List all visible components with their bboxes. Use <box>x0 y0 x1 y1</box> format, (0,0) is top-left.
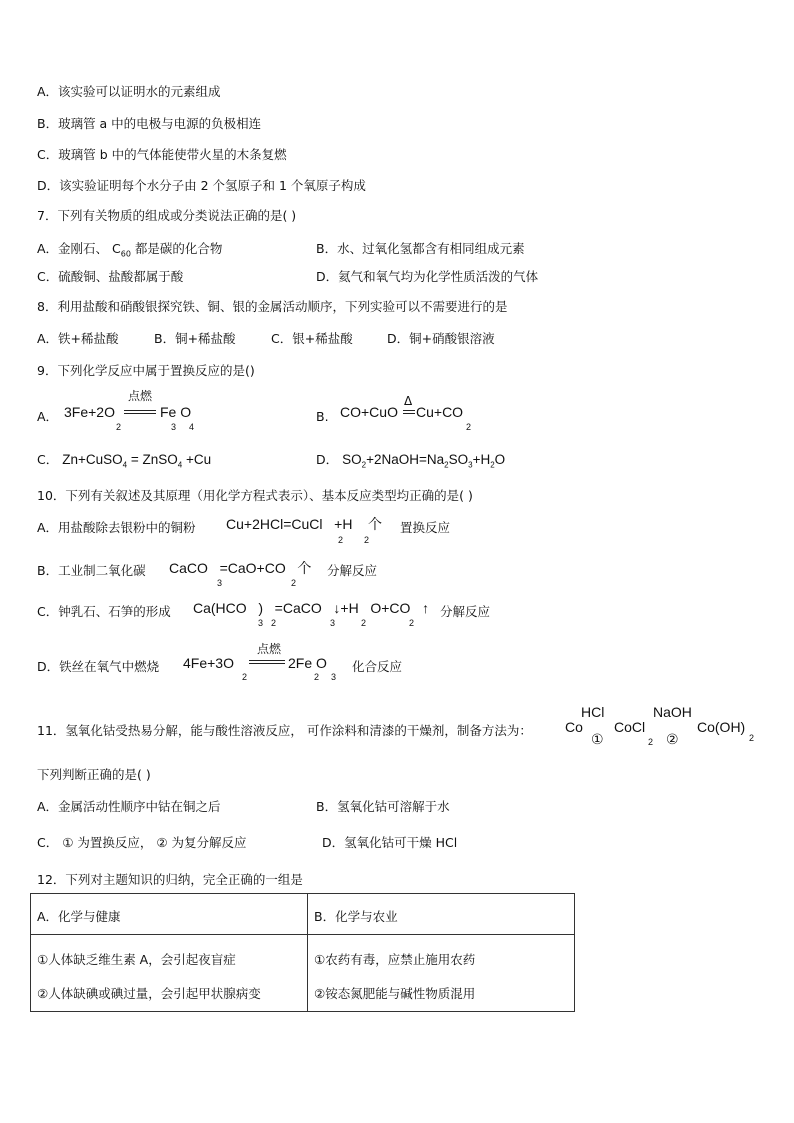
q7-stem: 7．下列有关物质的组成或分类说法正确的是( ) <box>37 208 297 223</box>
q9-d-eq1: SO <box>342 452 362 467</box>
q10-b-label: B．工业制二氧化碳 <box>37 563 146 578</box>
q9-d-sub1: 2 <box>361 460 367 470</box>
q7-option-c: C．硫酸铜、盐酸都属于酸 <box>37 269 184 284</box>
q7-option-b: B．水、过氧化氢都含有相同组成元素 <box>316 241 525 256</box>
q8-option-d: D．铜+硝酸银溶液 <box>387 331 495 346</box>
q9-d-eq5: O <box>494 452 506 467</box>
q7-option-d: D．氦气和氧气均为化学性质活泼的气体 <box>316 269 539 284</box>
q9-d-label: D． <box>316 452 339 467</box>
q9-a-label: A． <box>37 409 59 424</box>
table-cell <box>308 935 575 1012</box>
q10-d-left: 4Fe+3O <box>183 655 234 671</box>
q12-a-item2: ②人体缺碘或碘过量，会引起甲状腺病变 <box>37 986 261 1001</box>
q9-a-right-sub2: 4 <box>189 422 195 432</box>
q11-naoh: NaOH <box>653 704 692 720</box>
q10-a-label: A．用盐酸除去银粉中的铜粉 <box>37 520 196 535</box>
q9-b-right-sub: 2 <box>466 422 472 432</box>
q9-stem: 9．下列化学反应中属于置换反应的是() <box>37 363 255 378</box>
q10-c-equation: Ca(HCO ) =CaCO ↓+H O+CO ↑ <box>193 600 430 616</box>
q9-a-right: Fe O <box>160 404 192 420</box>
q11-hcl: HCl <box>581 704 605 720</box>
q8-option-a: A．铁+稀盐酸 <box>37 331 119 346</box>
q7-option-a-post: 都是碳的化合物 <box>130 241 223 256</box>
q9-c-sub1: 4 <box>122 460 128 470</box>
q11-judge: 下列判断正确的是( ) <box>37 767 151 782</box>
q11-step2: ② <box>666 732 679 748</box>
q11-co: Co <box>565 719 583 735</box>
q9-c-eq3: +Cu <box>182 452 212 467</box>
q11-option-d: D．氢氧化钴可干燥 HCl <box>322 835 458 850</box>
q10-b-sub1: 3 <box>217 578 223 588</box>
q10-a-equation: Cu+2HCl=CuCl +H 个 <box>226 516 382 532</box>
table-cell <box>31 935 308 1012</box>
q10-c-label: C．钟乳石、石笋的形成 <box>37 604 171 619</box>
q10-c-type: 分解反应 <box>440 604 491 619</box>
q11-cooh-sub: 2 <box>749 733 755 743</box>
q9-option-c <box>37 452 211 474</box>
q12-b-item1: ①农药有毒，应禁止施用农药 <box>314 952 476 967</box>
q9-a-left-sub: 2 <box>116 422 122 432</box>
q9-c-label: C． <box>37 452 59 467</box>
q6-option-c: C．玻璃管 b 中的气体能使带火星的木条复燃 <box>37 147 287 162</box>
q8-option-b: B．铜+稀盐酸 <box>154 331 236 346</box>
q10-c-sub1: 3 <box>258 618 264 628</box>
q12-header-a: A．化学与健康 <box>37 909 121 924</box>
q10-d-sub2: 2 <box>314 672 320 682</box>
q10-c-sub2: 2 <box>271 618 277 628</box>
q9-c-sub2: 4 <box>177 460 183 470</box>
q10-c-sub5: 2 <box>409 618 415 628</box>
q9-c-eq2: = ZnSO <box>127 452 178 467</box>
q12-a-item1: ①人体缺乏维生素 A，会引起夜盲症 <box>37 952 236 967</box>
q10-b-sub2: 2 <box>291 578 297 588</box>
q9-option-d <box>316 452 505 474</box>
q11-option-c: C． ① 为置换反应， ② 为复分解反应 <box>37 835 247 850</box>
q12-stem: 12．下列对主题知识的归纳，完全正确的一组是 <box>37 872 303 887</box>
q6-option-a: A．该实验可以证明水的元素组成 <box>37 84 221 99</box>
q11-step1: ① <box>591 732 604 748</box>
q11-cocl-sub: 2 <box>648 737 654 747</box>
q9-b-condition: Δ <box>404 394 413 408</box>
q9-d-eq3: SO <box>448 452 469 467</box>
q9-d-sub4: 2 <box>490 460 495 470</box>
q12-b-item2: ②铵态氮肥能与碱性物质混用 <box>314 986 476 1001</box>
q9-b-equals <box>403 410 415 414</box>
q10-d-sub3: 3 <box>331 672 337 682</box>
q8-option-c: C．银+稀盐酸 <box>271 331 353 346</box>
q7-option-a-pre: A．金刚石、 C <box>37 241 121 256</box>
q11-cooh: Co(OH) <box>697 719 746 735</box>
q10-a-type: 置换反应 <box>400 520 451 535</box>
q10-b-type: 分解反应 <box>327 563 378 578</box>
q7-option-a-sub: 60 <box>120 249 131 259</box>
q10-stem: 10．下列有关叙述及其原理（用化学方程式表示）、基本反应类型均正确的是( ) <box>37 488 473 503</box>
q10-c-sub4: 2 <box>361 618 367 628</box>
q9-a-left: 3Fe+2O <box>64 404 115 420</box>
q10-c-sub3: 3 <box>330 618 336 628</box>
q12-header-b: B．化学与农业 <box>314 909 398 924</box>
q10-a-sub1: 2 <box>338 535 344 545</box>
q9-c-eq1: Zn+CuSO <box>62 452 123 467</box>
q9-d-eq2: +2NaOH=Na <box>366 452 445 467</box>
q6-option-d: D．该实验证明每个水分子由 2 个氢原子和 1 个氧原子构成 <box>37 178 366 193</box>
q10-d-type: 化合反应 <box>352 659 403 674</box>
q9-a-condition: 点燃 <box>128 389 153 403</box>
q10-a-sub2: 2 <box>364 535 370 545</box>
q10-d-sub1: 2 <box>242 672 248 682</box>
q9-b-right: Cu+CO <box>416 404 464 420</box>
q10-b-equation: CaCO =CaO+CO 个 <box>169 560 312 576</box>
q11-cocl: CoCl <box>614 719 646 735</box>
q11-option-a: A．金属活动性顺序中钴在铜之后 <box>37 799 221 814</box>
q10-d-label: D．铁丝在氧气中燃烧 <box>37 659 160 674</box>
q10-d-condition: 点燃 <box>257 642 282 656</box>
q10-d-reaction-arrow <box>249 660 285 664</box>
q9-d-sub3: 3 <box>468 460 473 470</box>
q6-option-b: B．玻璃管 a 中的电极与电源的负极相连 <box>37 116 262 131</box>
q9-a-reaction-arrow <box>124 410 156 414</box>
q9-d-eq4: +H <box>472 452 491 467</box>
q9-b-label: B. <box>316 409 329 424</box>
q9-a-right-sub1: 3 <box>171 422 177 432</box>
q11-stem: 11．氢氧化钴受热易分解，能与酸性溶液反应， 可作涂料和清漆的干燥剂，制备方法为： <box>37 723 532 738</box>
q12-knowledge-table <box>30 893 575 1012</box>
table-header-cell <box>31 894 308 935</box>
q9-b-left: CO+CuO <box>340 404 398 420</box>
q10-d-right: 2Fe O <box>288 655 327 671</box>
q7-option-a <box>37 241 222 263</box>
q8-stem: 8．利用盐酸和硝酸银探究铁、铜、银的金属活动顺序，下列实验可以不需要进行的是 <box>37 299 508 314</box>
q11-option-b: B．氢氧化钴可溶解于水 <box>316 799 450 814</box>
table-header-cell <box>308 894 575 935</box>
q9-d-sub2: 2 <box>444 460 449 470</box>
